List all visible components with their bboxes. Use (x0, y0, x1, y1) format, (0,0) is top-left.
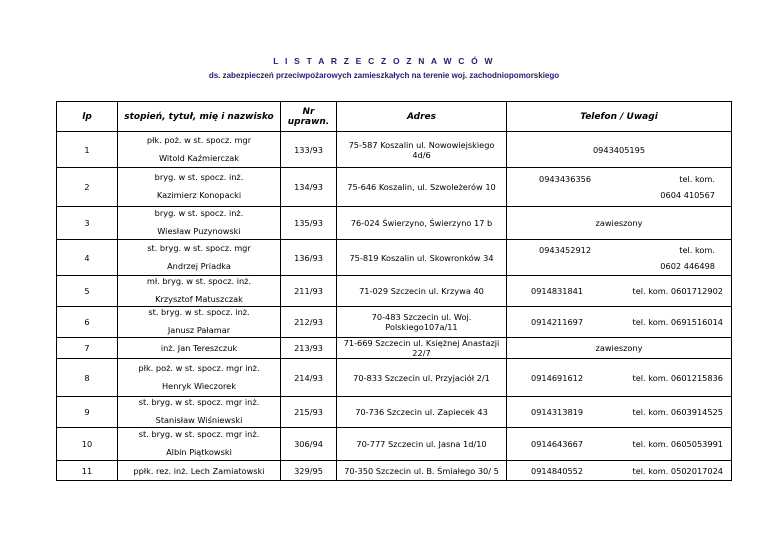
table-row (57, 461, 732, 481)
table-row (57, 240, 732, 276)
person-name: Stanisław Wiśniewski (155, 415, 243, 425)
col-lp-header: lp (57, 102, 118, 132)
person-name: Wiesław Puzynowski (157, 226, 241, 236)
lp-cell: 2 (57, 168, 118, 207)
phone-number: 0943436356 (539, 174, 592, 184)
phone-number: 0943405195 (592, 144, 646, 155)
lp-cell: 1 (57, 132, 118, 168)
name-cell (118, 428, 281, 461)
nr-cell: 214/93 (281, 359, 337, 397)
address-cell: 75-646 Koszalin, ul. Szwoleżerów 10 (337, 168, 507, 207)
rank-text: bryg. w st. spocz. inż. (154, 172, 244, 183)
name-cell (118, 359, 281, 397)
list-title: L I S T A R Z E C Z O Z N A W C Ó W (273, 56, 495, 66)
phone-note: tel. kom. 0605053991 (632, 439, 723, 449)
phone-number: 0914840552 (531, 465, 584, 476)
name-cell (118, 397, 281, 428)
phone-number: 0914643667 (531, 439, 584, 449)
person-name: Krzysztof Matuszczak (155, 294, 243, 304)
address-cell: 70-833 Szczecin ul. Przyjaciół 2/1 (337, 359, 507, 397)
nr-cell: 133/93 (281, 132, 337, 168)
address-cell: 70-350 Szczecin ul. B. Śmiałego 30/ 5 (337, 461, 507, 481)
name-cell (118, 207, 281, 240)
phone-number: 0914313819 (531, 407, 584, 417)
lp-cell: 11 (57, 461, 118, 481)
phone-note: tel. kom. (679, 174, 715, 184)
phone-note: tel. kom. 0603914525 (632, 407, 723, 417)
rank-text: inż. Jan Tereszczuk (160, 343, 238, 353)
rank-text: płk. poż. w st. spocz. mgr (146, 134, 252, 145)
phone-note: tel. kom. (679, 244, 715, 255)
table-row (57, 397, 732, 428)
phone-number: 0914691612 (531, 372, 584, 383)
nr-cell: 306/94 (281, 428, 337, 461)
nr-cell: 134/93 (281, 168, 337, 207)
list-subtitle: ds. zabezpieczeń przeciwpożarowych zamieszkałych na terenie woj. zachodniopomorskiego (208, 71, 560, 80)
person-name: Albin Piątkowski (166, 447, 232, 457)
rank-text: st. bryg. w st. spocz. mgr inż. (138, 397, 260, 408)
address-cell: 70-736 Szczecin ul. Zapiecek 43 (337, 397, 507, 428)
phone-cell (507, 207, 732, 240)
name-cell (118, 168, 281, 207)
nr-cell: 213/93 (281, 338, 337, 359)
table-row (57, 276, 732, 307)
person-name: Andrzej Priadka (167, 260, 231, 271)
rank-text: st. bryg. w st. spocz. mgr inż. (138, 429, 260, 440)
col-phone-header: Telefon / Uwagi (507, 102, 732, 132)
phone-cell (507, 276, 732, 307)
person-name: Janusz Pałamar (167, 325, 231, 335)
lp-cell: 7 (57, 338, 118, 359)
phone-note: tel. kom. 0601712902 (632, 286, 723, 296)
phone-cell (507, 359, 732, 397)
phone-note: tel. kom. 0502017024 (632, 465, 723, 476)
col-name-header: stopień, tytuł, mię i nazwisko (118, 102, 281, 132)
rank-text: bryg. w st. spocz. inż. (154, 208, 244, 219)
phone-number: 0914211697 (531, 317, 584, 327)
table-row (57, 207, 732, 240)
name-cell (118, 307, 281, 338)
nr-cell: 215/93 (281, 397, 337, 428)
table-row (57, 428, 732, 461)
lp-cell: 10 (57, 428, 118, 461)
nr-cell: 212/93 (281, 307, 337, 338)
table-header-row (57, 102, 732, 132)
nr-cell: 211/93 (281, 276, 337, 307)
phone-cell (507, 428, 732, 461)
table-row (57, 132, 732, 168)
phone-cell (507, 338, 732, 359)
address-cell: 70-483 Szczecin ul. Woj. Polskiego107a/11 (337, 307, 507, 338)
lp-cell: 5 (57, 276, 118, 307)
col-nr-header: Nr uprawn. (281, 102, 337, 132)
experts-table (56, 101, 732, 481)
lp-cell: 4 (57, 240, 118, 276)
phone-number: 0914831841 (531, 286, 584, 296)
name-cell (118, 240, 281, 276)
address-cell: 71-029 Szczecin ul. Krzywa 40 (337, 276, 507, 307)
name-cell (118, 276, 281, 307)
lp-cell: 8 (57, 359, 118, 397)
mobile-number: 0602 446498 (660, 260, 715, 271)
address-cell: 70-777 Szczecin ul. Jasna 1d/10 (337, 428, 507, 461)
phone-cell (507, 397, 732, 428)
table-row (57, 338, 732, 359)
phone-cell (507, 240, 732, 276)
rank-text: st. bryg. w st. spocz. inż. (148, 307, 250, 318)
name-cell (118, 338, 281, 359)
table-row (57, 168, 732, 207)
address-cell: 75-819 Koszalin ul. Skowronków 34 (337, 240, 507, 276)
phone-cell (507, 461, 732, 481)
name-cell (118, 461, 281, 481)
rank-text: płk. poż. w st. spocz. mgr inż. (138, 362, 260, 373)
person-name: Kazimierz Konopacki (156, 190, 242, 200)
mobile-number: 0604 410567 (660, 190, 715, 200)
address-cell: 75-587 Koszalin ul. Nowowiejskiego 4d/6 (337, 132, 507, 168)
lp-cell: 6 (57, 307, 118, 338)
col-address-header: Adres (337, 102, 507, 132)
nr-cell: 136/93 (281, 240, 337, 276)
person-name: Henryk Wieczorek (162, 380, 236, 391)
address-cell: 76-024 Świerzyno, Świerzyno 17 b (337, 207, 507, 240)
lp-cell: 3 (57, 207, 118, 240)
rank-text: ppłk. rez. inż. Lech Zamiatowski (133, 465, 265, 476)
name-cell (118, 132, 281, 168)
phone-cell (507, 307, 732, 338)
table-body (57, 132, 732, 481)
phone-number: zawieszony (595, 343, 643, 353)
nr-cell: 135/93 (281, 207, 337, 240)
phone-note: tel. kom. 0691516014 (632, 317, 723, 327)
table-row (57, 307, 732, 338)
phone-cell (507, 168, 732, 207)
person-name: Witold Kaźmierczak (158, 152, 240, 163)
phone-cell (507, 132, 732, 168)
phone-number: 0943452912 (539, 244, 592, 255)
rank-text: st. bryg. w st. spocz. mgr (147, 242, 251, 253)
address-cell: 71-669 Szczecin ul. Księżnej Anastazji 22/7 (337, 338, 507, 359)
nr-cell: 329/95 (281, 461, 337, 481)
table-row (57, 359, 732, 397)
lp-cell: 9 (57, 397, 118, 428)
phone-note: tel. kom. 0601215836 (632, 372, 723, 383)
phone-number: zawieszony (595, 218, 643, 228)
rank-text: mł. bryg. w st. spocz. inż. (146, 276, 252, 287)
